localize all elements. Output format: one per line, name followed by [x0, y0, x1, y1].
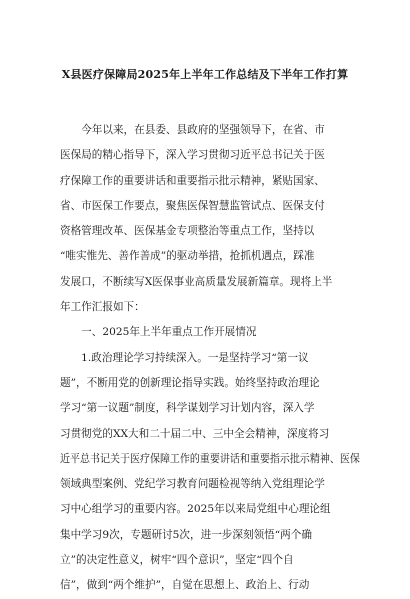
body-line: 近平总书记关于医疗保障工作的重要讲话和重要指示批示精神、医保 — [60, 452, 360, 465]
body-line: 资格管理改革、医保基金专项整治等重点工作，坚持以 — [60, 225, 315, 238]
body-line: 今年以来，在县委、县政府的坚强领导下，在省、市 — [60, 124, 325, 136]
body-line: 信”，做到“两个维护”，自觉在思想上、政治上、行动 — [60, 579, 310, 592]
body-line: 领域典型案例、党纪学习教育问题检视等纳入党组理论学 — [60, 478, 325, 491]
body-line: 疗保障工作的重要讲话和重要指示批示精神，紧贴国家、 — [60, 174, 325, 187]
body-line: 学习“第一议题”制度，科学谋划学习计划内容，深入学 — [60, 402, 315, 415]
body-line: 省、市医保工作要点，聚焦医保智慧监管试点、医保支付 — [60, 199, 325, 212]
body-line: 题”，不断用党的创新理论指导实践。始终坚持政治理论 — [60, 376, 320, 389]
body-line: 一、2025年上半年重点工作开展情况 — [60, 326, 257, 339]
body-line: 年工作汇报如下： — [60, 301, 145, 314]
body-line: 习贯彻党的XX大和二十届二中、三中全会精神，深度将习 — [60, 427, 330, 440]
body-line: 集中学习9次，专题研讨5次，进一步深刻领悟“两个确 — [60, 528, 312, 541]
body-line: 医保局的精心指导下，深入学习贯彻习近平总书记关于医 — [60, 149, 325, 162]
body-line: “唯实惟先、善作善成”的驱动举措，抢抓机遇点，踩准 — [60, 250, 315, 263]
body-line: 立”的决定性意义，树牢“四个意识”，坚定“四个自 — [60, 554, 294, 567]
body-line: 发展口，不断续写X医保事业高质量发展新篇章。现将上半 — [60, 275, 333, 288]
body-line: 1.政治理论学习持续深入。一是坚持学习“第一议 — [60, 351, 309, 364]
body-line: 习中心组学习的重要内容。2025年以来局党组中心理论组 — [60, 503, 331, 516]
document-title: X县医疗保障局2025年上半年工作总结及下半年工作打算 — [61, 68, 349, 81]
document-body — [60, 118, 360, 599]
